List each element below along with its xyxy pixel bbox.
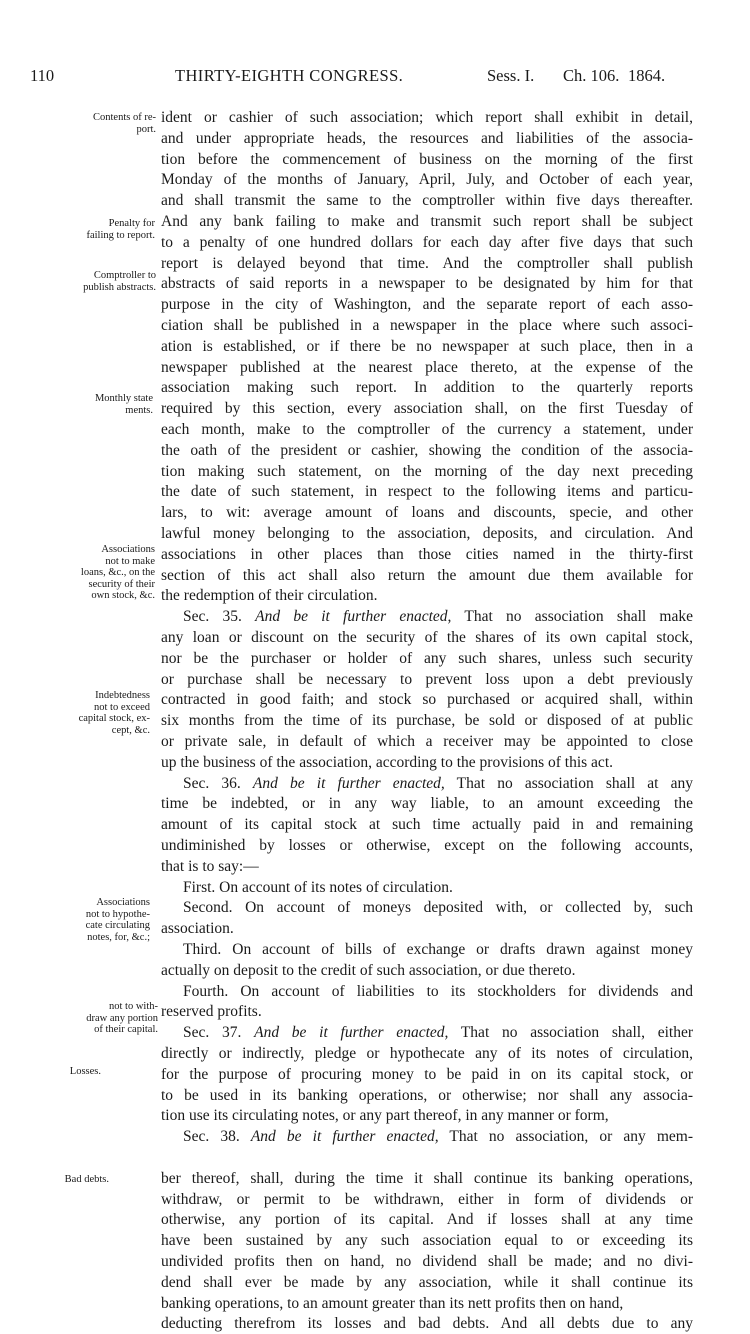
text-line: and shall transmit the same to the comptroller within five days thereafter. bbox=[161, 192, 693, 210]
margin-note-line: Associations bbox=[101, 544, 155, 555]
text-line: nor be the purchaser or holder of any such shares, unless such security bbox=[161, 649, 693, 667]
margin-note-line: Comptroller to bbox=[93, 270, 156, 281]
text-line: And any bank failing to make and transmit such report shall be subject bbox=[161, 213, 693, 230]
text-line: contracted in good faith; and stock so purchased or acquired shall, within bbox=[161, 691, 693, 709]
text-line: reserved profits. bbox=[161, 1003, 262, 1021]
text-line: deducting therefrom its losses and bad debts. And all debts due to any bbox=[161, 1315, 693, 1333]
margin-note-line: Indebtedness bbox=[95, 690, 150, 701]
text-line: for the purpose of procuring money to be paid in on its capital stock, or bbox=[161, 1065, 693, 1083]
section-text: That no association shall make bbox=[464, 608, 693, 626]
margin-note-line: publish abstracts. bbox=[83, 281, 156, 293]
text-line: dend shall ever be made by any association, while it shall continue its bbox=[161, 1273, 693, 1291]
margin-note-line: Contents of re- bbox=[93, 112, 156, 123]
margin-note bbox=[86, 897, 150, 943]
enacting-clause: And be it further enacted, bbox=[254, 1024, 449, 1042]
text-line: association. bbox=[161, 920, 234, 938]
text-line: have been sustained by any such association equal to or exceeding its bbox=[161, 1232, 693, 1250]
text-line: directly or indirectly, pledge or hypothecate any of its notes of circulation, bbox=[161, 1045, 693, 1062]
text-line: undiminished by losses or otherwise, except on the following accounts, bbox=[161, 837, 693, 854]
margin-note-line: capital stock, ex- bbox=[78, 713, 150, 724]
text-line: actually on deposit to the credit of such association, or due thereto. bbox=[161, 961, 576, 979]
text-line: or purchase shall be necessary to prevent loss upon a debt previously bbox=[161, 670, 693, 688]
text-line: time be indebted, or in any way liable, to an amount exceeding the bbox=[161, 795, 693, 813]
text-line: required by this section, every association shall, on the first Tuesday of bbox=[161, 400, 693, 418]
margin-note bbox=[70, 1066, 101, 1078]
section-text: That no association shall at any bbox=[456, 774, 693, 792]
margin-note-line: Bad debts. bbox=[64, 1174, 109, 1185]
text-line: or private sale, in default of which a receiver may be appointed to close bbox=[161, 733, 693, 750]
text-line: Fourth. On account of liabilities to its stockholders for dividends and bbox=[183, 982, 693, 1000]
text-line: First. On account of its notes of circulation. bbox=[183, 878, 453, 896]
text-line: ber thereof, shall, during the time it shall continue its banking operations, bbox=[161, 1169, 693, 1187]
text-line: ident or cashier of such association; which report shall exhibit in detail, bbox=[161, 109, 693, 126]
text-line: purpose in the city of Washington, and the separate report of each asso- bbox=[161, 296, 693, 314]
section-heading-line bbox=[183, 607, 693, 627]
text-line: banking operations, to an amount greater than its nett profits then on hand, bbox=[161, 1294, 624, 1312]
text-line: the oath of the president or cashier, showing the condition of the associa- bbox=[161, 441, 693, 459]
text-line: Third. On account of bills of exchange or drafts drawn against money bbox=[183, 941, 693, 958]
text-line: ation is established, or if there be no newspaper at such place, then in a bbox=[161, 337, 693, 355]
margin-note-line: Penalty for bbox=[108, 218, 155, 229]
section-number: Sec. 35. bbox=[183, 608, 242, 626]
margin-note-line: not to hypothe- bbox=[85, 908, 150, 920]
section-number: Sec. 36. bbox=[183, 774, 241, 792]
margin-note-line: of their capital. bbox=[94, 1024, 158, 1035]
text-line: and under appropriate heads, the resources and liabilities of the associa- bbox=[161, 129, 693, 147]
enacting-clause: And be it further enacted, bbox=[252, 774, 445, 792]
margin-note bbox=[81, 544, 155, 602]
text-line: the date of such statement, in respect to the following items and particu- bbox=[161, 483, 693, 501]
text-line bbox=[161, 1148, 693, 1168]
margin-note bbox=[65, 1174, 109, 1186]
margin-note bbox=[86, 218, 155, 241]
text-line: abstracts of said reports in a newspaper to be designated by him for that bbox=[161, 275, 693, 293]
section-text: That no association, or any mem- bbox=[449, 1128, 693, 1146]
margin-note-line: ments. bbox=[125, 404, 153, 416]
enacting-clause: And be it further enacted, bbox=[250, 1128, 439, 1146]
text-line: to a penalty of one hundred dollars for each day after five days that such bbox=[161, 233, 693, 251]
margin-note-line: own stock, &c. bbox=[91, 590, 155, 601]
margin-note bbox=[86, 1001, 158, 1036]
margin-note-line: draw any portion bbox=[86, 1012, 158, 1024]
year-label: 1864. bbox=[628, 66, 666, 85]
running-title: THIRTY-EIGHTH CONGRESS. bbox=[175, 66, 404, 85]
page-number: 110 bbox=[30, 66, 55, 85]
section-heading-line bbox=[183, 774, 693, 794]
text-line: amount of its capital stock at such time actually paid in and remaining bbox=[161, 816, 693, 834]
text-line: six months from the time of its purchase, be sold or disposed of at public bbox=[161, 712, 693, 730]
margin-note-line: not to make bbox=[105, 555, 155, 567]
margin-note-line: not to with- bbox=[109, 1001, 158, 1012]
section-heading-line bbox=[183, 1127, 693, 1147]
text-line: report is delayed beyond that time. And the comptroller shall publish bbox=[161, 254, 693, 272]
text-line: any loan or discount on the security of the shares of its own capital stock, bbox=[161, 629, 693, 646]
text-line: tion making such statement, on the morning of the day next preceding bbox=[161, 462, 693, 480]
text-line: associations in other places than those cities named in the thirty-first bbox=[161, 545, 693, 563]
margin-note-line: not to exceed bbox=[94, 701, 150, 713]
margin-note-line: failing to report. bbox=[86, 229, 155, 241]
text-line: Second. On account of moneys deposited with, or collected by, such bbox=[183, 899, 693, 917]
margin-note bbox=[95, 393, 153, 416]
text-line: tion use its circulating notes, or any part thereof, in any manner or form, bbox=[161, 1107, 609, 1125]
margin-note bbox=[79, 690, 150, 736]
text-line: withdraw, or permit to be withdrawn, either in form of dividends or bbox=[161, 1190, 693, 1208]
text-line: lars, to wit: average amount of loans and discounts, specie, and other bbox=[161, 504, 693, 522]
text-line: association making such report. In addition to the quarterly reports bbox=[161, 379, 693, 397]
text-line: each month, make to the comptroller of the currency a statement, under bbox=[161, 421, 693, 438]
margin-note-line: Monthly state bbox=[94, 393, 153, 404]
session-label: Sess. I. bbox=[487, 66, 535, 85]
margin-note-line: notes, for, &c.; bbox=[87, 931, 150, 943]
margin-note-line: cept, &c. bbox=[111, 724, 150, 736]
section-number: Sec. 37. bbox=[183, 1024, 242, 1042]
margin-note-line: loans, &c., on the bbox=[80, 567, 155, 578]
text-line: to be used in its banking operations, or otherwise; nor shall any associa- bbox=[161, 1086, 693, 1104]
text-line: otherwise, any portion of its capital. And if losses shall at any time bbox=[161, 1211, 693, 1229]
text-line: ciation shall be published in a newspaper in the place where such associ- bbox=[161, 317, 693, 334]
text-line: lawful money belonging to the association, deposits, and circulation. And bbox=[161, 525, 693, 542]
margin-note-line: security of their bbox=[88, 578, 155, 590]
margin-note-line: cate circulating bbox=[85, 920, 150, 931]
margin-note-line: port. bbox=[136, 123, 156, 135]
section-text: That no association shall, either bbox=[460, 1024, 693, 1042]
text-line: that is to say:— bbox=[161, 857, 259, 875]
text-line: tion before the commencement of business on the morning of the first bbox=[161, 150, 693, 168]
text-line: section of this act shall also return the amount due them available for bbox=[161, 566, 693, 584]
chapter-label: Ch. 106. bbox=[563, 66, 620, 85]
text-line: up the business of the association, according to the provisions of this act. bbox=[161, 753, 613, 771]
text-line: newspaper published at the nearest place thereto, at the expense of the bbox=[161, 358, 693, 376]
margin-note bbox=[93, 112, 156, 135]
margin-note-line: Losses. bbox=[69, 1066, 101, 1077]
text-line: the redemption of their circulation. bbox=[161, 587, 378, 605]
enacting-clause: And be it further enacted, bbox=[255, 608, 452, 626]
text-line: undivided profits then on hand, no dividend shall be made; and no divi- bbox=[161, 1253, 693, 1270]
text-line: Monday of the months of January, April, July, and October of each year, bbox=[161, 171, 693, 189]
margin-note-line: Associations bbox=[96, 897, 150, 908]
section-number: Sec. 38. bbox=[183, 1128, 240, 1146]
section-heading-line bbox=[183, 1023, 693, 1043]
margin-note bbox=[83, 270, 156, 293]
